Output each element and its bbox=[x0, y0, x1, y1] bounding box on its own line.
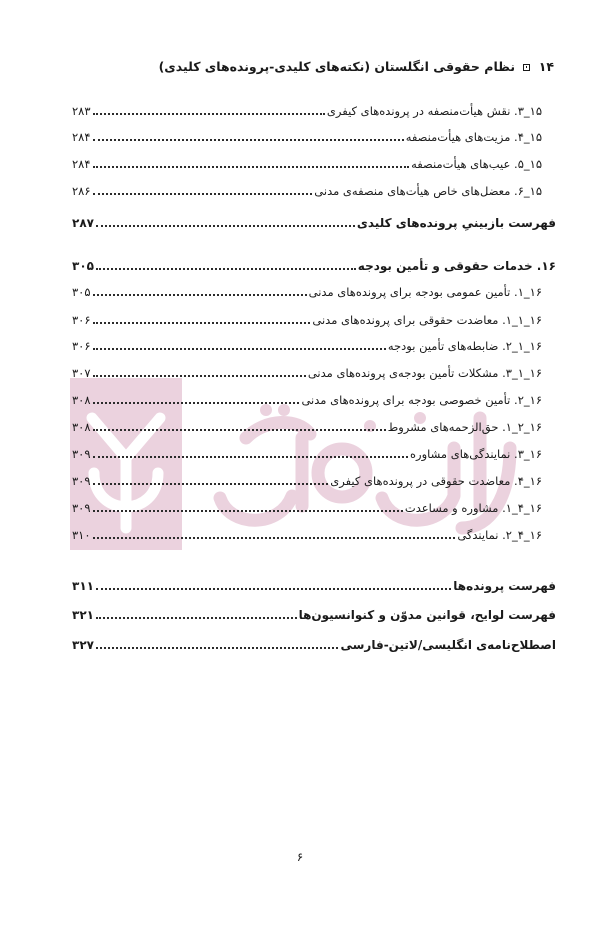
dot-leader bbox=[96, 647, 339, 649]
toc-entry-title: فهرست لوایح، قوانین مدوّن و کنوانسیون‌ها bbox=[298, 608, 556, 622]
toc-entry bbox=[72, 357, 556, 381]
toc-entry-page: ۳۰۷ bbox=[72, 366, 91, 380]
dot-leader bbox=[96, 588, 451, 590]
dot-leader bbox=[93, 166, 410, 168]
toc-entry-title: ۱۶_۱_۳. مشکلات تأمین بودجه‌ی پرونده‌های مدنی bbox=[307, 366, 542, 380]
dot-leader bbox=[93, 537, 456, 539]
toc-entry-title: فهرست بازبینیِ پرونده‌های کلیدی bbox=[356, 216, 556, 230]
toc-entry-page: ۳۰۹ bbox=[72, 501, 91, 515]
toc-entry-title: ۱۶_۲. تأمین خصوصی بودجه برای پرونده‌های مدنی bbox=[301, 393, 542, 407]
dot-leader bbox=[93, 402, 300, 404]
dot-leader bbox=[93, 510, 403, 512]
dot-leader bbox=[93, 193, 313, 195]
dot-leader bbox=[93, 483, 329, 485]
dot-leader bbox=[93, 375, 306, 377]
toc-entry-title: ۱۶_۱. تأمین عمومی بودجه برای پرونده‌های مدنی bbox=[308, 285, 542, 299]
toc-entry-page: ۲۸۶ bbox=[72, 184, 91, 198]
toc-entry-page: ۳۲۷ bbox=[72, 638, 94, 652]
toc-entry-page: ۳۰۸ bbox=[72, 393, 91, 407]
toc-entry bbox=[72, 95, 556, 119]
toc-entry-page: ۳۰۶ bbox=[72, 313, 91, 327]
toc-entry-page: ۳۰۹ bbox=[72, 474, 91, 488]
toc-entry-title: ۱۶_۲_۱. حق‌الزحمه‌های مشروط bbox=[387, 420, 542, 434]
toc-entry-page: ۳۰۸ bbox=[72, 420, 91, 434]
running-header bbox=[159, 59, 554, 74]
dot-leader bbox=[96, 225, 355, 227]
toc-entry bbox=[72, 121, 556, 145]
toc-entry bbox=[72, 438, 556, 462]
dot-leader bbox=[96, 617, 297, 619]
toc-entry-page: ۳۲۱ bbox=[72, 608, 94, 622]
toc-entry-page: ۳۰۵ bbox=[72, 259, 94, 273]
toc-entry-title: ۱۶. خدمات حقوقی و تأمین بودجه bbox=[357, 259, 556, 273]
toc-entry-page: ۲۸۳ bbox=[72, 104, 91, 118]
dot-leader bbox=[93, 113, 325, 115]
toc-entry-title: ۱۶_۱_۲. ضابطه‌های تأمین بودجه bbox=[387, 339, 542, 353]
toc-entry-title: ۱۵_۵. عیب‌های هیأت‌منصفه bbox=[411, 157, 542, 171]
toc-entry bbox=[72, 207, 556, 231]
toc-entry-title: ۱۵_۳. نقش هیأت‌منصفه در پرونده‌های کیفری bbox=[326, 104, 542, 118]
toc-entry bbox=[72, 175, 556, 199]
toc-entry bbox=[72, 384, 556, 408]
header-page-number: ۱۴ bbox=[538, 59, 554, 74]
toc-entry-page: ۳۱۱ bbox=[72, 579, 94, 593]
toc-entry bbox=[72, 330, 556, 354]
toc-entry bbox=[72, 465, 556, 489]
square-bullet-icon bbox=[523, 64, 530, 71]
toc-entry-title: ۱۶_۴_۱. مشاوره و مساعدت bbox=[404, 501, 542, 515]
toc-entry-page: ۲۸۴ bbox=[72, 130, 91, 144]
dot-leader bbox=[93, 322, 311, 324]
toc-entry-title: ۱۵_۶. معضل‌های خاص هیأت‌های منصفه‌ی مدنی bbox=[314, 184, 542, 198]
toc-entry-page: ۲۸۷ bbox=[72, 216, 94, 230]
toc-entry-page: ۳۱۰ bbox=[72, 528, 91, 542]
toc-entry-title: اصطلاح‌نامه‌ی انگلیسی/لاتین-فارسی bbox=[340, 638, 556, 652]
toc-entry bbox=[72, 276, 556, 300]
toc-entry-title: فهرست پرونده‌ها bbox=[453, 579, 556, 593]
toc-entry bbox=[72, 492, 556, 516]
toc-entry bbox=[72, 519, 556, 543]
page-folio: ۶ bbox=[296, 850, 304, 864]
dot-leader bbox=[96, 268, 356, 270]
toc-entry-title: ۱۶_۱_۱. معاضدت حقوقی برای پرونده‌های مدنی bbox=[312, 313, 542, 327]
toc-entry bbox=[72, 304, 556, 328]
toc-entry-page: ۳۰۶ bbox=[72, 339, 91, 353]
toc-entry-page: ۳۰۵ bbox=[72, 285, 91, 299]
toc-entry-page: ۲۸۴ bbox=[72, 157, 91, 171]
header-title: نظام حقوقی انگلستان (نکته‌های کلیدی-پرونده‌های کلیدی) bbox=[158, 59, 516, 74]
toc-entry-title: ۱۵_۴. مزیت‌های هیأت‌منصفه bbox=[405, 130, 542, 144]
toc-entry bbox=[72, 250, 556, 274]
toc-entry-title: ۱۶_۴. معاضدت حقوقی در پرونده‌های کیفری bbox=[330, 474, 542, 488]
dot-leader bbox=[93, 139, 404, 141]
dot-leader bbox=[93, 456, 408, 458]
dot-leader bbox=[93, 348, 386, 350]
toc-entry bbox=[72, 629, 556, 653]
toc-entry-page: ۳۰۹ bbox=[72, 447, 91, 461]
toc-entry bbox=[72, 148, 556, 172]
toc-entry bbox=[72, 570, 556, 594]
toc-entry-title: ۱۶_۴_۲. نمایندگی bbox=[457, 528, 542, 542]
toc-entry bbox=[72, 411, 556, 435]
dot-leader bbox=[93, 429, 386, 431]
dot-leader bbox=[93, 294, 307, 296]
toc-entry bbox=[72, 599, 556, 623]
toc-entry-title: ۱۶_۳. نمایندگی‌های مشاوره bbox=[409, 447, 542, 461]
